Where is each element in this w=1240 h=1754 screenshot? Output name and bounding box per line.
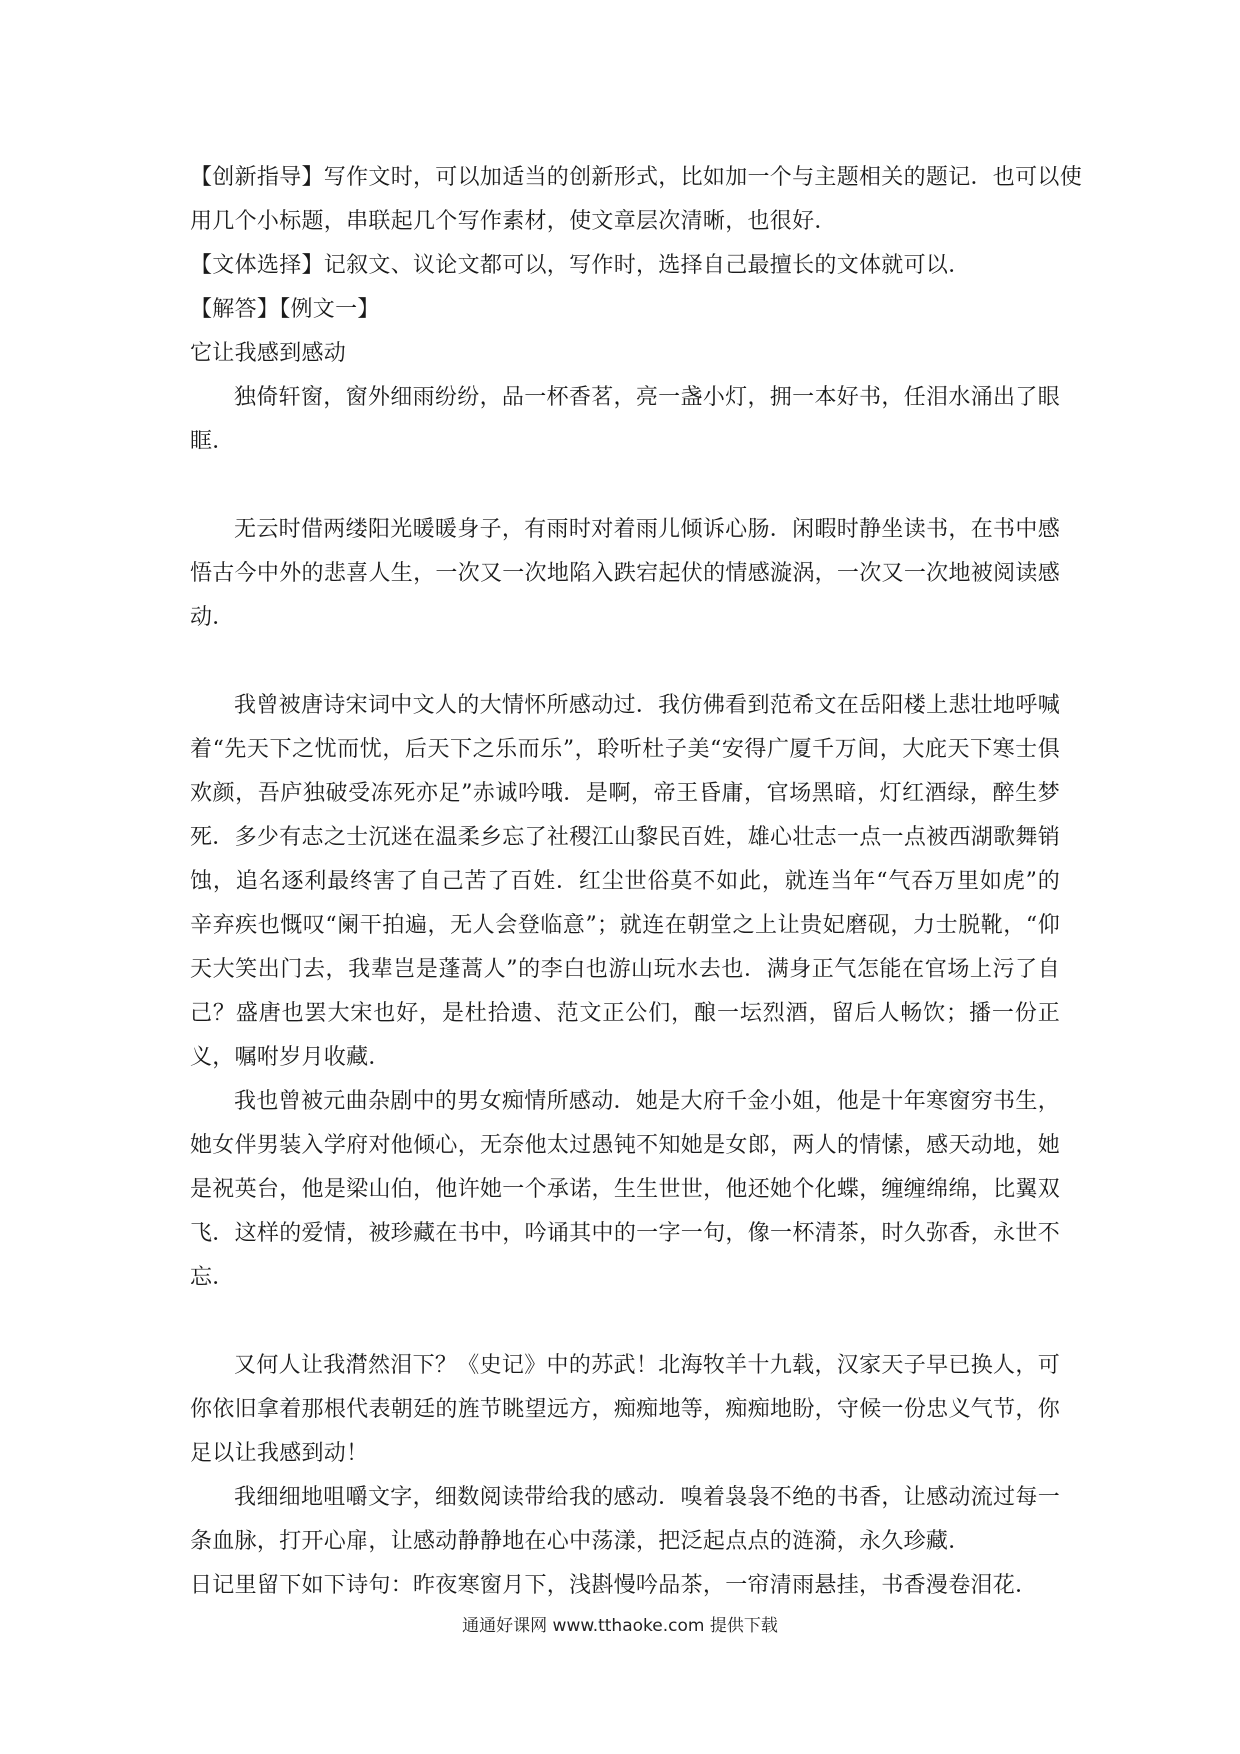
paragraph-6: 我细细地咀嚼文字，细数阅读带给我的感动．嗅着袅袅不绝的书香，让感动流过每一条血脉，打开心扉，让感动静静地在心中荡漾，把泛起点点的涟漪，永久珍藏． [190, 1485, 1060, 1554]
essay-title: 它让我感到感动 [190, 341, 347, 366]
paragraph-1: 独倚轩窗，窗外细雨纷纷，品一杯香茗，亮一盏小灯，拥一本好书，任泪水涌出了眼眶． [190, 385, 1060, 454]
paragraph-5: 又何人让我潸然泪下？《史记》中的苏武！北海牧羊十九载，汉家天子早已换人，可你依旧拿着那根代表朝廷的旌节眺望远方，痴痴地等，痴痴地盼，守候一份忠义气节，你足以让我感到动！ [190, 1353, 1060, 1466]
innovation-guide-line-2: 用几个小标题，串联起几个写作素材，使文章层次清晰，也很好． [190, 209, 837, 234]
diary-line: 日记里留下如下诗句：昨夜寒窗月下，浅斟慢吟品茶，一帘清雨悬挂，书香漫卷泪花． [190, 1573, 1038, 1598]
paragraph-2: 无云时借两缕阳光暖暖身子，有雨时对着雨儿倾诉心肠．闲暇时静坐读书，在书中感悟古今中外的悲喜人生，一次又一次地陷入跌宕起伏的情感漩涡，一次又一次地被阅读感动． [190, 517, 1060, 630]
style-choice-line: 【文体选择】记叙文、议论文都可以，写作时，选择自己最擅长的文体就可以． [190, 253, 971, 278]
download-footer: 通通好课网 www.tthaoke.com 提供下载 [462, 1616, 778, 1636]
innovation-guide-text: 【创新指导】写作文时，可以加适当的创新形式，比如加一个与主题相关的题记．也可以使 [190, 165, 1083, 190]
answer-heading: 【解答】【例文一】 [190, 297, 380, 322]
paragraph-4: 我也曾被元曲杂剧中的男女痴情所感动．她是大府千金小姐，他是十年寒窗穷书生，她女伴男装入学府对他倾心，无奈他太过愚钝不知她是女郎，两人的情愫，感天动地，她是祝英台，他是梁山伯，他许她一个承诺，生生世世，他还她个化蝶，缠缠绵绵，比翼双飞．这样的爱情，被珍藏在书中，吟诵其中的一字一句，像一杯清茶，时久弥香，永世不忘． [190, 1089, 1060, 1290]
document-body [190, 156, 1083, 1608]
paragraph-3: 我曾被唐诗宋词中文人的大情怀所感动过．我仿佛看到范希文在岳阳楼上悲壮地呼喊着“先天下之忧而忧，后天下之乐而乐”，聆听杜子美“安得广厦千万间，大庇天下寒士俱欢颜，吾庐独破受冻死亦足”赤诚吟哦．是啊，帝王昏庸，官场黑暗，灯红酒绿，醉生梦死．多少有志之士沉迷在温柔乡忘了社稷江山黎民百姓，雄心壮志一点一点被西湖歌舞销蚀，追名逐利最终害了自己苦了百姓．红尘世俗莫不如此，就连当年“气吞万里如虎”的辛弃疾也慨叹“阑干拍遍，无人会登临意”；就连在朝堂之上让贵妃磨砚，力士脱靴，“仰天大笑出门去，我辈岂是蓬蒿人”的李白也游山玩水去也．满身正气怎能在官场上污了自己？盛唐也罢大宋也好，是杜拾遗、范文正公们，酿一坛烈酒，留后人畅饮；播一份正义，嘱咐岁月收藏． [190, 693, 1060, 1070]
innovation-guide-line-1 [190, 156, 1083, 200]
